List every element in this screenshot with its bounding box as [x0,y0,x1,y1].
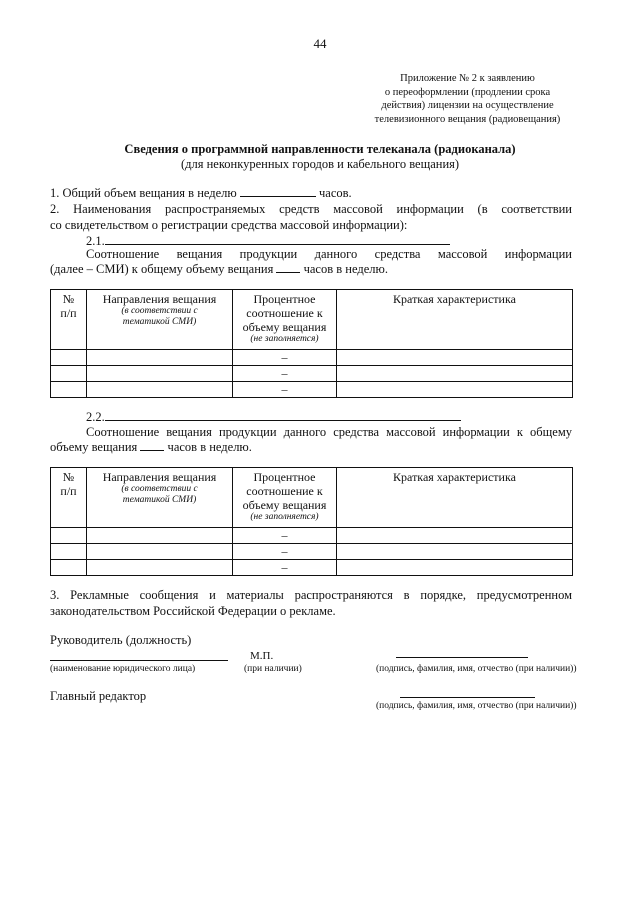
table-cell[interactable] [337,560,573,576]
table-cell[interactable] [337,382,573,398]
table-cell-dash: – [233,350,337,366]
table-row [51,382,573,398]
editor-signature-line[interactable] [400,697,535,698]
sub2-ratio-unit: часов в неделю. [167,440,252,454]
stamp-label: М.П. [250,650,274,662]
head-position-label: Руководитель (должность) [50,633,192,647]
appendix-line: действия) лицензии на осуществление [381,100,554,111]
col-description-header: Краткая характеристика [337,468,573,528]
item2-line2: со свидетельством о регистрации средства массовой информации): [50,218,408,232]
document-title: Сведения о программной направленности телеканала (радиоканала) [124,142,516,156]
table-header-row [51,468,573,528]
table-cell[interactable] [87,366,233,382]
sub1-number: 2.1. [86,234,105,248]
item1-unit: часов. [319,186,352,200]
table-cell-dash: – [233,382,337,398]
table-cell[interactable] [51,382,87,398]
col-percent-header: Процентное соотношение к объему вещания (не заполняется) [233,468,337,528]
table-cell-dash: – [233,528,337,544]
sub1-ratio-text: (далее – СМИ) к общему объему вещания [50,262,274,276]
item1-line [50,185,572,201]
document-subtitle: (для неконкуренных городов и кабельного вещания) [180,157,460,171]
table-cell[interactable] [337,366,573,382]
table-cell[interactable] [51,366,87,382]
table-cell[interactable] [51,350,87,366]
col-direction-header: Направления вещания (в соответствии с тематикой СМИ) [87,468,233,528]
sub2-number: 2.2. [86,410,105,424]
table-cell-dash: – [233,560,337,576]
table-cell[interactable] [51,528,87,544]
table-header-row [51,290,573,350]
appendix-line: телевизионного вещания (радиовещания) [374,113,561,125]
sub1-ratio-line2 [50,261,572,277]
table-cell[interactable] [87,382,233,398]
table-row [51,350,573,366]
appendix-line: Приложение № 2 к заявлению [400,73,535,84]
appendix-note [360,72,575,126]
table-row [51,544,573,560]
table-cell[interactable] [337,544,573,560]
head-signature-caption: (подпись, фамилия, имя, отчество (при наличии)) [376,664,577,674]
table-row [51,528,573,544]
col-number-header: № п/п [51,468,87,528]
table-cell-dash: – [233,366,337,382]
editor-label: Главный редактор [50,689,147,703]
hours-blank-field[interactable] [240,185,316,197]
sub2-media-name-field[interactable] [105,409,461,421]
table-cell[interactable] [51,544,87,560]
table-cell[interactable] [337,528,573,544]
broadcast-table-1 [50,289,573,398]
col-direction-header: Направления вещания (в соответствии с тематикой СМИ) [87,290,233,350]
sub1-hours-field[interactable] [276,261,300,273]
table-cell[interactable] [87,528,233,544]
sub1-ratio-unit: часов в неделю. [303,262,388,276]
page-number: 44 [313,36,327,51]
table-cell[interactable] [51,560,87,576]
col-number-header: № п/п [51,290,87,350]
sub2-line [86,409,572,425]
broadcast-table-2 [50,467,573,576]
sub2-ratio-line2 [50,439,572,455]
table-cell[interactable] [337,350,573,366]
org-caption: (наименование юридического лица) [50,664,196,674]
table-row [51,560,573,576]
item3-line1: 3. Рекламные сообщения и материалы распространяются в порядке, предусмотренном [50,588,572,602]
appendix-line: о переоформлении (продлении срока [384,86,551,98]
org-name-line[interactable] [50,660,228,661]
sub1-ratio-line1: Соотношение вещания продукции данного средства массовой информации [86,247,572,261]
table-cell[interactable] [87,350,233,366]
col-percent-header: Процентное соотношение к объему вещания (не заполняется) [233,290,337,350]
table-row [51,366,573,382]
stamp-caption: (при наличии) [244,664,302,674]
sub2-hours-field[interactable] [140,439,164,451]
table-cell-dash: – [233,544,337,560]
col-description-header: Краткая характеристика [337,290,573,350]
sub2-ratio-line1: Соотношение вещания продукции данного средства массовой информации к общему [86,425,572,439]
sub2-ratio-text: объему вещания [50,440,138,454]
editor-signature-caption: (подпись, фамилия, имя, отчество (при наличии)) [376,701,577,711]
table-cell[interactable] [87,560,233,576]
head-signature-line[interactable] [396,657,528,658]
item3-line2: законодательством Российской Федерации о рекламе. [50,604,336,618]
item2-line1: 2. Наименования распространяемых средств массовой информации (в соответствии [50,202,572,216]
table-cell[interactable] [87,544,233,560]
sub1-media-name-field[interactable] [105,233,450,245]
item1-label: 1. Общий объем вещания в неделю [50,186,237,200]
